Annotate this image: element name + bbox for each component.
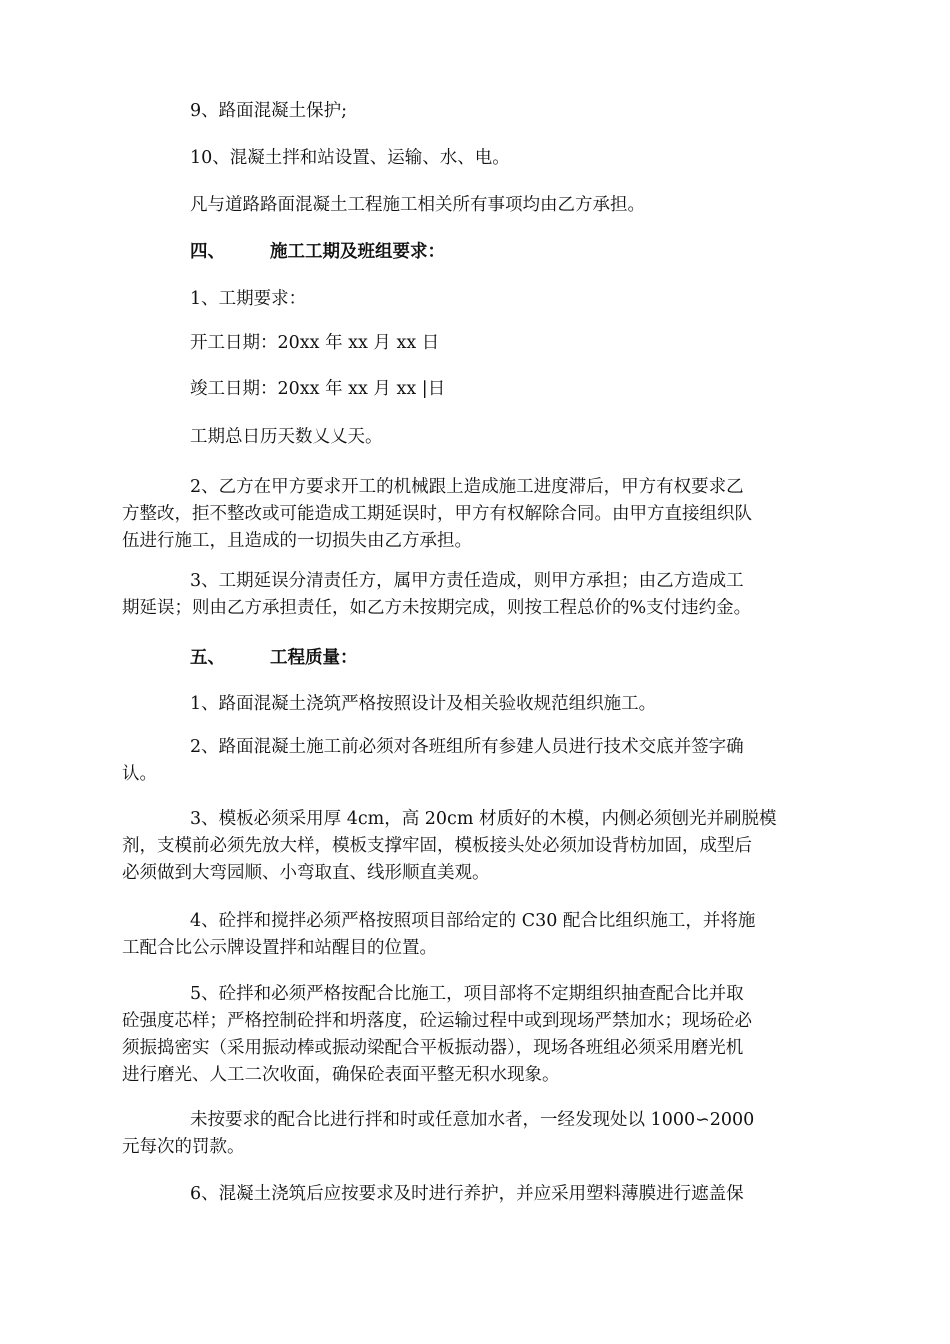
para-line: 认。: [122, 764, 157, 784]
para-line: 2、乙方在甲方要求开工的机械跟上造成施工进度滞后，甲方有权要求乙: [190, 477, 744, 497]
section-5-para2: [122, 734, 842, 788]
para-line: 3、模板必须采用厚 4cm，高 20cm 材质好的木模，内侧必须刨光并刷脱模: [190, 809, 777, 829]
para-line: 元每次的罚款。: [122, 1137, 245, 1157]
section-5-para5: [122, 981, 842, 1089]
section-5-title: 工程质量：: [270, 648, 358, 668]
section-5-number: 五、: [190, 648, 225, 668]
para-line: 2、路面混凝土施工前必须对各班组所有参建人员进行技术交底并签字确: [190, 737, 744, 757]
para-line: 工配合比公示牌设置拌和站醒目的位置。: [122, 938, 437, 958]
section-4-number: 四、: [190, 242, 225, 262]
penalty-clause: [122, 1107, 842, 1161]
section-5-para1: 1、路面混凝土浇筑严格按照设计及相关验收规范组织施工。: [190, 694, 657, 714]
para-line: 方整改，拒不整改或可能造成工期延误时，甲方有权解除合同。由甲方直接组织队: [122, 504, 752, 524]
para-line: 期延误；则由乙方承担责任，如乙方未按期完成，则按工程总价的%支付违约金。: [122, 598, 752, 618]
end-date: 竣工日期：20xx 年 xx 月 xx |日: [190, 379, 446, 399]
para-line: 砼强度芯样；严格控制砼拌和坍落度，砼运输过程中或到现场严禁加水；现场砼必: [122, 1011, 752, 1031]
para-line: 5、砼拌和必须严格按配合比施工，项目部将不定期组织抽查配合比并取: [190, 984, 744, 1004]
section-4-para2: [122, 474, 842, 555]
section-4-heading: [190, 235, 842, 269]
para-line: 3、工期延误分清责任方，属甲方责任造成，则甲方承担；由乙方造成工: [190, 571, 744, 591]
para-line: 进行磨光、人工二次收面，确保砼表面平整无积水现象。: [122, 1065, 560, 1085]
section-5-para4: [122, 908, 842, 962]
para-line: 须振捣密实（采用振动棒或振动梁配合平板振动器），现场各班组必须采用磨光机: [122, 1038, 744, 1058]
item-9: 9、路面混凝土保护;: [190, 101, 348, 121]
para-line: 4、砼拌和搅拌必须严格按照项目部给定的 C30 配合比组织施工，并将施: [190, 911, 756, 931]
para-line: 必须做到大弯园顺、小弯取直、线形顺直美观。: [122, 863, 490, 883]
section-4-title: 施工工期及班组要求：: [270, 242, 445, 262]
start-date: 开工日期：20xx 年 xx 月 xx 日: [190, 333, 440, 353]
summary-statement: 凡与道路路面混凝土工程施工相关所有事项均由乙方承担。: [190, 195, 645, 215]
total-days: 工期总日历天数乂乂天。: [190, 427, 383, 447]
section-5-para6: [122, 1181, 842, 1208]
para-line: 剂，支模前必须先放大样，模板支撑牢固，模板接头处必须加设背枋加固，成型后: [122, 836, 752, 856]
para-line: 6、混凝土浇筑后应按要求及时进行养护，并应采用塑料薄膜进行遮盖保: [190, 1184, 744, 1204]
section-4-sub1: 1、工期要求：: [190, 289, 307, 309]
section-5-para3: [122, 806, 842, 887]
section-5-heading: [190, 641, 842, 675]
para-line: 伍进行施工，且造成的一切损失由乙方承担。: [122, 531, 472, 551]
item-10: 10、混凝土拌和站设置、运输、水、电。: [190, 148, 510, 168]
para-line: 未按要求的配合比进行拌和时或任意加水者，一经发现处以 1000∽2000: [190, 1110, 755, 1130]
section-4-para3: [122, 568, 842, 622]
